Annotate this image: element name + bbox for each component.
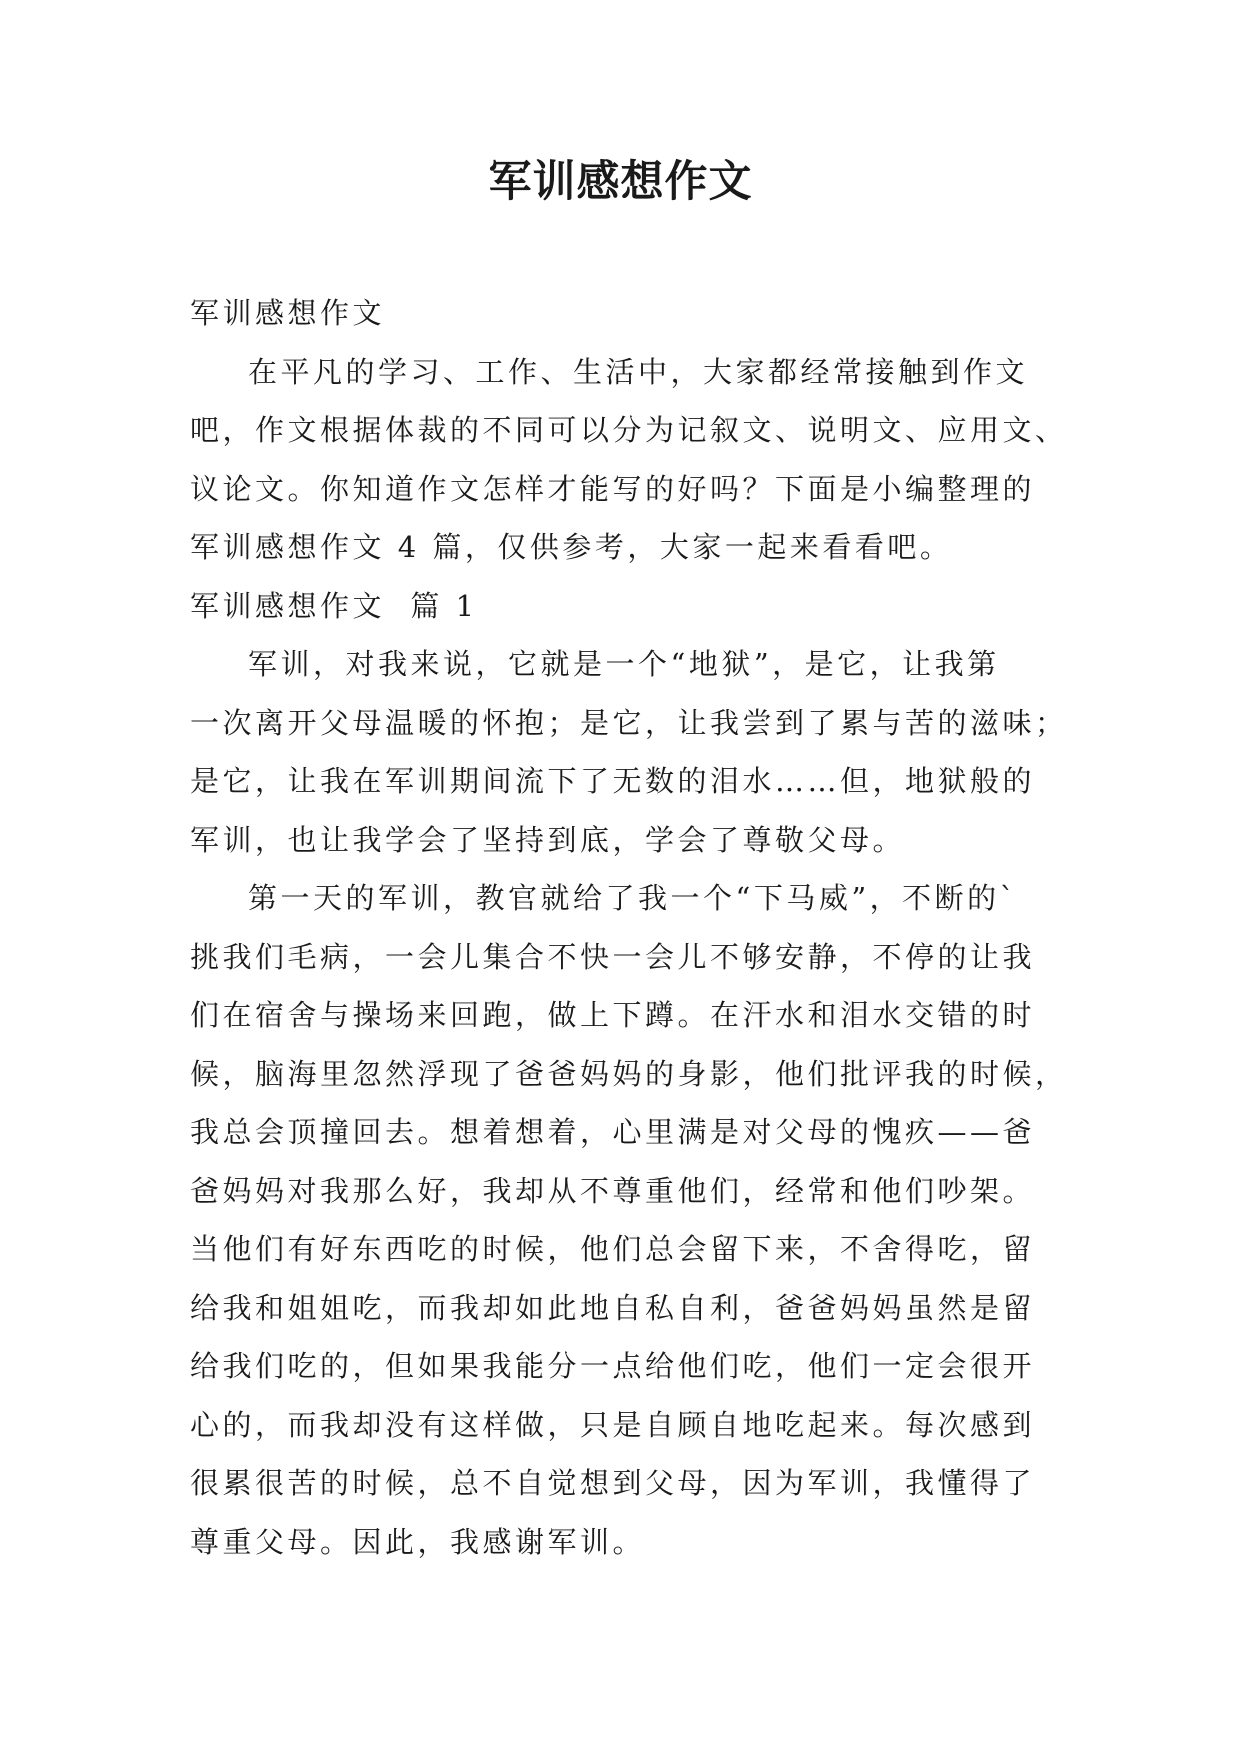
text-line: 是它，让我在军训期间流下了无数的泪水……但，地狱般的 [190,764,1036,798]
text-line: 候，脑海里忽然浮现了爸爸妈妈的身影，他们批评我的时候， [190,1056,1068,1091]
text-line: 们在宿舍与操场来回跑，做上下蹲。在汗水和泪水交错的时 [190,998,1036,1032]
essay-paragraph-1 [190,635,1068,869]
text-line: 给我和姐姐吃，而我却如此地自私自利，爸爸妈妈虽然是留 [190,1290,1036,1325]
text-line: 吧，作文根据体裁的不同可以分为记叙文、说明文、应用文、 [190,413,1068,447]
section-heading: 军训感想作文 篇 1 [190,588,478,623]
text-line: 挑我们毛病，一会儿集合不快一会儿不够安静，不停的让我 [190,939,1036,974]
text-line: 议论文。你知道作文怎样才能写的好吗？下面是小编整理的 [190,471,1036,506]
text-line: 我总会顶撞回去。想着想着，心里满是对父母的愧疚——爸 [190,1115,1036,1149]
document-title: 军训感想作文 [488,157,753,207]
text-line: 在平凡的学习、工作、生活中，大家都经常接触到作文 [248,354,1029,389]
text-line: 军训感想作文 4 篇，仅供参考，大家一起来看看吧。 [190,530,953,564]
essay-paragraph-2 [190,869,1068,1571]
text-line: 第一天的军训，教官就给了我一个“下马威”，不断的` [248,881,1018,915]
text-line: 一次离开父母温暖的怀抱；是它，让我尝到了累与苦的滋味； [190,705,1068,740]
text-line: 很累很苦的时候，总不自觉想到父母，因为军训，我懂得了 [190,1466,1036,1500]
text-line: 心的，而我却没有这样做，只是自顾自地吃起来。每次感到 [190,1407,1036,1442]
document-body [190,284,1068,1571]
text-line: 爸妈妈对我那么好，我却从不尊重他们，经常和他们吵架。 [190,1173,1036,1208]
text-line: 军训，对我来说，它就是一个“地狱”，是它，让我第 [248,647,1000,681]
text-line: 军训，也让我学会了坚持到底，学会了尊敬父母。 [190,822,906,857]
text-line: 给我们吃的，但如果我能分一点给他们吃，他们一定会很开 [190,1349,1036,1383]
intro-paragraph [190,343,1068,577]
text-line: 尊重父母。因此，我感谢军训。 [190,1524,646,1559]
text-line: 当他们有好东西吃的时候，他们总会留下来，不舍得吃，留 [190,1232,1036,1266]
intro-heading: 军训感想作文 [190,296,386,330]
